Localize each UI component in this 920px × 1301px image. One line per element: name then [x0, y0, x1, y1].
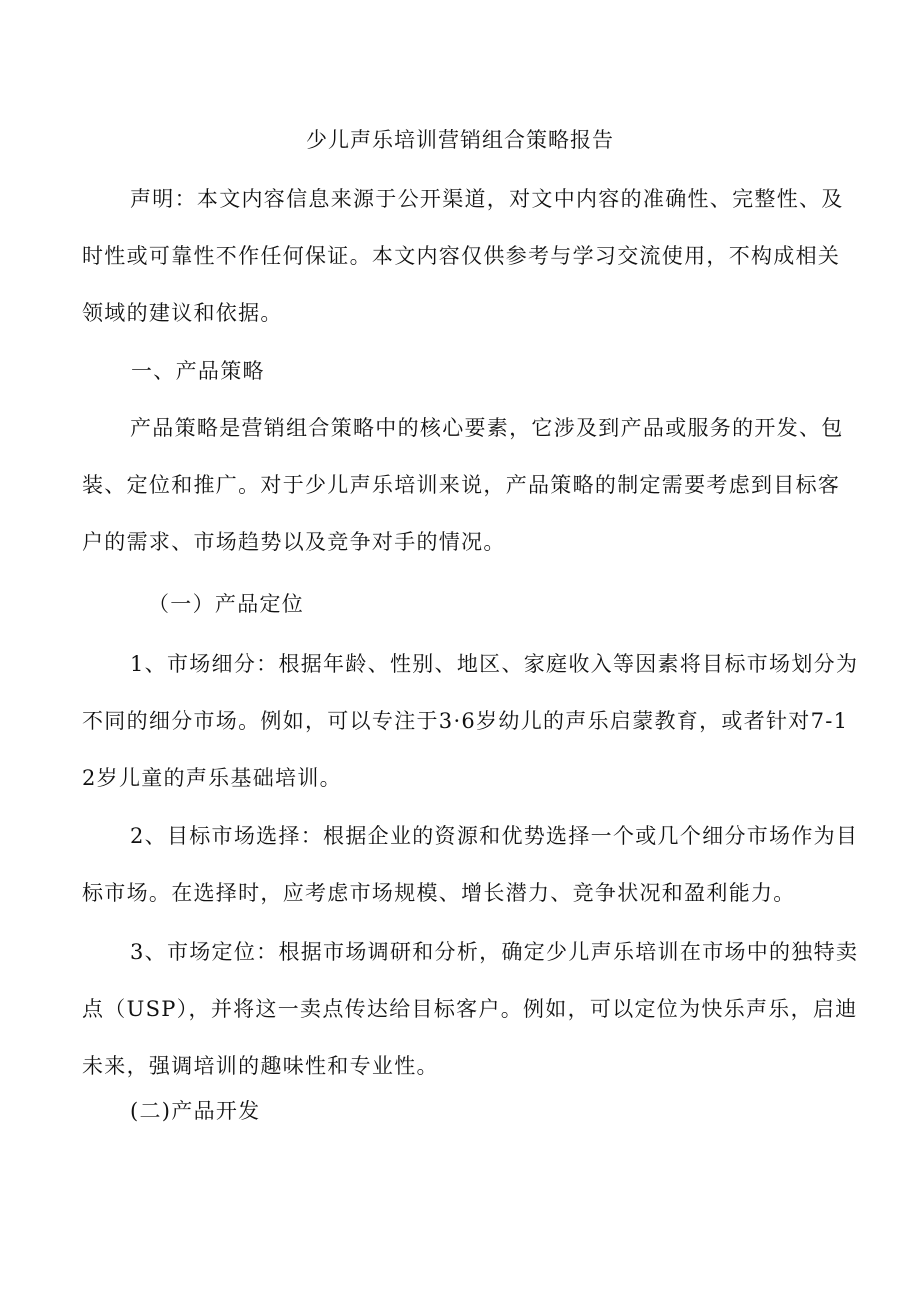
market-segmentation-paragraph: 1、市场细分：根据年龄、性别、地区、家庭收入等因素将目标市场划分为不同的细分市场。例如，可以专注于3·6岁幼儿的声乐启蒙教育，或者针对7-12岁儿童的声乐基础培训。 [82, 652, 859, 790]
subsection-heading-product-development: (二)产品开发 [130, 1099, 261, 1123]
section-heading-product-strategy: 一、产品策略 [131, 359, 265, 383]
target-market-selection-paragraph: 2、目标市场选择：根据企业的资源和优势选择一个或几个细分市场作为目标市场。在选择时，应考虑市场规模、增长潜力、竞争状况和盈利能力。 [82, 824, 859, 905]
disclaimer-paragraph: 声明：本文内容信息来源于公开渠道，对文中内容的准确性、完整性、及时性或可靠性不作任何保证。本文内容仅供参考与学习交流使用，不构成相关领域的建议和依据。 [82, 187, 844, 325]
product-strategy-intro-paragraph: 产品策略是营销组合策略中的核心要素，它涉及到产品或服务的开发、包装、定位和推广。对于少儿声乐培训来说，产品策略的制定需要考虑到目标客户的需求、市场趋势以及竞争对手的情况。 [82, 416, 844, 554]
subsection-heading-product-positioning: （一）产品定位 [148, 592, 305, 616]
document-title: 少儿声乐培训营销组合策略报告 [306, 128, 614, 152]
market-positioning-paragraph: 3、市场定位：根据市场调研和分析，确定少儿声乐培训在市场中的独特卖点（USP），并将这一卖点传达给目标客户。例如，可以定位为快乐声乐，启迪未来，强调培训的趣味性和专业性。 [82, 940, 859, 1078]
